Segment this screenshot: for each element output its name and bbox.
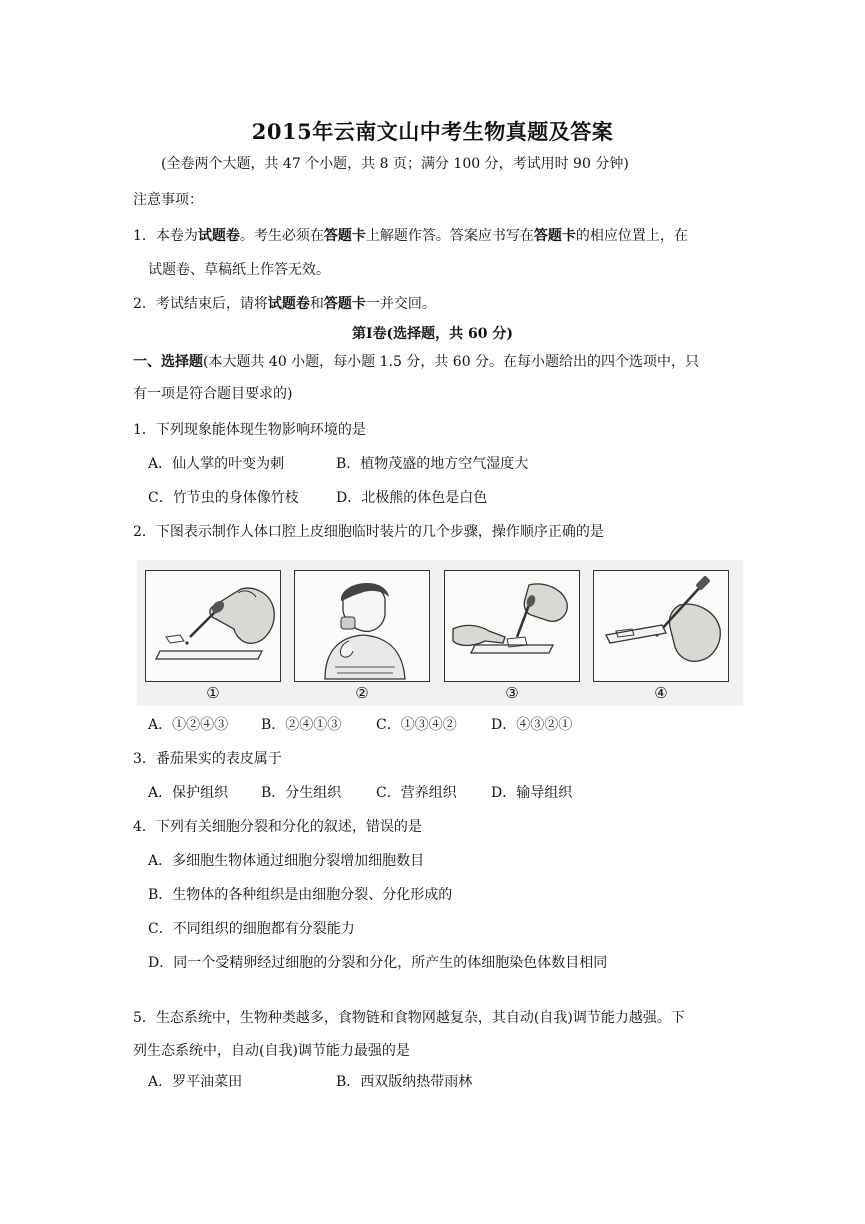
figure-panel-2: [294, 570, 430, 682]
notice-item-1-cont: 试题卷、草稿纸上作答无效。: [148, 262, 330, 278]
notice-bold: 答题卡: [533, 228, 576, 244]
part-instructions-cont: 有一项是符合题目要求的): [133, 386, 293, 402]
question-1-option-b: B．植物茂盛的地方空气湿度大: [336, 456, 529, 472]
notice-text: 上解题作答。答案应书写在: [365, 228, 534, 244]
question-3-option-d: D．输导组织: [491, 785, 573, 801]
question-3-option-a: A．保护组织: [148, 785, 229, 801]
question-1-stem: 1．下列现象能体现生物影响环境的是: [133, 422, 366, 438]
question-3-option-c: C．营养组织: [376, 785, 457, 801]
part-label: 一、选择题: [133, 354, 203, 370]
staining-illustration: [594, 571, 730, 683]
question-2-stem: 2．下图表示制作人体口腔上皮细胞临时装片的几个步骤，操作顺序正确的是: [133, 524, 604, 540]
question-4-stem: 4．下列有关细胞分裂和分化的叙述，错误的是: [133, 819, 422, 835]
question-1-option-c: C．竹节虫的身体像竹枝: [148, 490, 299, 506]
question-4-option-a: A．多细胞生物体通过细胞分裂增加细胞数目: [148, 853, 425, 869]
notice-item-1: [133, 226, 688, 246]
notice-bold: 试题卷: [197, 228, 240, 244]
part-instructions: (本大题共 40 小题，每小题 1.5 分，共 60 分。在每小题给出的四个选项中，只: [203, 354, 700, 370]
notice-text: 的相应位置上，在: [575, 228, 688, 244]
question-2-option-d: D．④③②①: [491, 717, 573, 733]
notice-text: 和: [309, 296, 324, 312]
section-title: 第Ⅰ卷(选择题，共 60 分): [351, 326, 514, 342]
question-4-option-c: C．不同组织的细胞都有分裂能力: [148, 921, 355, 937]
notice-text: 2．考试结束后，请将: [133, 296, 268, 312]
figure-label-3: ③: [505, 684, 519, 702]
exam-subtitle: (全卷两个大题，共 47 个小题，共 8 页；满分 100 分，考试用时 90 分钟): [161, 156, 629, 172]
document-title: 2015年云南文山中考生物真题及答案: [251, 119, 614, 144]
coverslip-illustration: [445, 571, 581, 683]
notice-text: 1．本卷为: [133, 228, 198, 244]
notice-heading: 注意事项：: [133, 192, 203, 208]
question-5-option-b: B．西双版纳热带雨林: [336, 1074, 473, 1090]
figure-panel-3: [444, 570, 580, 682]
question-2-option-c: C．①③④②: [376, 717, 457, 733]
figure-panel-4: [593, 570, 729, 682]
question-3-stem: 3．番茄果实的表皮属于: [133, 751, 282, 767]
question-4-option-d: D．同一个受精卵经过细胞的分裂和分化，所产生的体细胞染色体数目相同: [148, 955, 608, 971]
question-4-option-b: B．生物体的各种组织是由细胞分裂、分化形成的: [148, 887, 453, 903]
figure-panel-1: [145, 570, 281, 682]
figure-label-4: ④: [654, 684, 668, 702]
notice-bold: 试题卷: [267, 296, 310, 312]
question-1-option-a: A．仙人掌的叶变为刺: [148, 456, 285, 472]
question-3-option-b: B．分生组织: [261, 785, 342, 801]
slide-preparation-figure: [137, 560, 743, 706]
figure-label-1: ①: [206, 684, 220, 702]
notice-item-2: [133, 294, 436, 314]
child-rinsing-illustration: [295, 571, 431, 683]
question-2-option-b: B．②④①③: [261, 717, 342, 733]
question-5-stem: 5．生态系统中，生物种类越多，食物链和食物网越复杂，其自动(自我)调节能力越强。下: [133, 1010, 685, 1026]
dropper-illustration: [146, 571, 282, 683]
notice-text: 。考生必须在: [239, 228, 324, 244]
question-5-option-a: A．罗平油菜田: [148, 1074, 243, 1090]
part-one-heading: [133, 352, 699, 372]
notice-bold: 答题卡: [323, 228, 366, 244]
notice-text: 一并交回。: [365, 296, 436, 312]
question-5-stem-cont: 列生态系统中，自动(自我)调节能力最强的是: [133, 1043, 410, 1059]
question-2-option-a: A．①②④③: [148, 717, 229, 733]
question-1-option-d: D．北极熊的体色是白色: [336, 490, 488, 506]
figure-label-2: ②: [355, 684, 369, 702]
notice-bold: 答题卡: [323, 296, 366, 312]
